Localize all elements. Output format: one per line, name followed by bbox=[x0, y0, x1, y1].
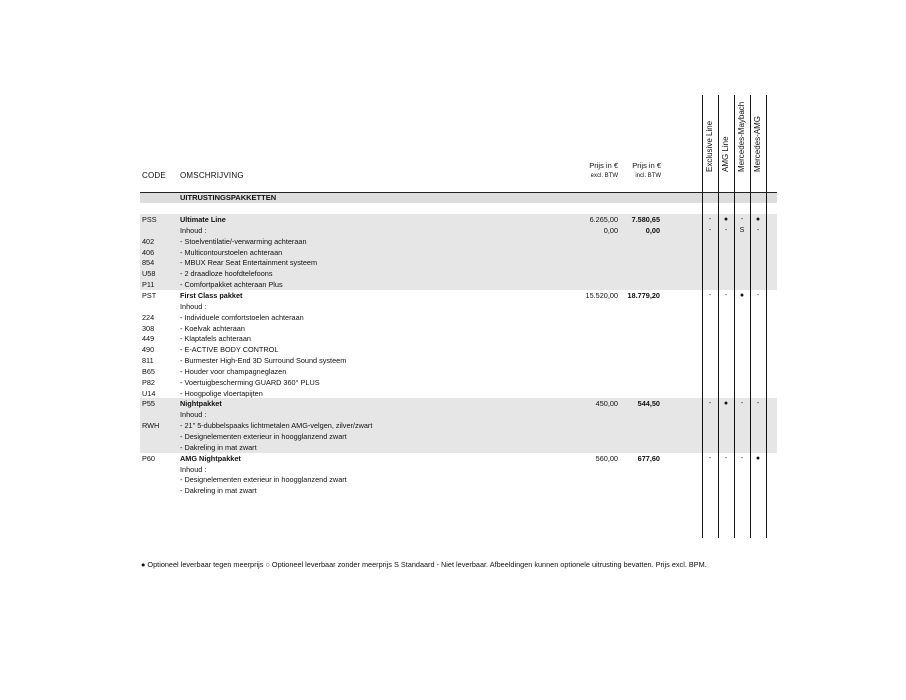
option-description: - Voertuigbescherming GUARD 360° PLUS bbox=[180, 377, 320, 387]
option-code: 224 bbox=[142, 312, 155, 322]
option-code: B65 bbox=[142, 366, 155, 376]
option-description: - Dakreling in mat zwart bbox=[180, 486, 257, 496]
option-description: - Dakreling in mat zwart bbox=[180, 442, 257, 452]
option-code: PST bbox=[142, 290, 157, 300]
table-row bbox=[140, 312, 777, 323]
column-divider bbox=[766, 95, 767, 538]
option-description: - Designelementen exterieur in hoogglanzend zwart bbox=[180, 475, 347, 485]
option-code: 406 bbox=[142, 247, 155, 257]
model-label-exclusive: Exclusive Line bbox=[705, 120, 714, 172]
code-header: CODE bbox=[142, 171, 166, 180]
availability-mark: - bbox=[708, 454, 712, 462]
price-incl: 677,60 bbox=[637, 453, 660, 463]
legend: ● Optioneel leverbaar tegen meerprijs ○ Optioneel leverbaar zonder meerprijs S Standaard - Niet leverbaar. Afbeeldingen kunnen optionele uitrusting bevatten. Prijs excl. BPM. bbox=[141, 560, 707, 569]
table-row bbox=[140, 290, 777, 301]
price-excl: 0,00 bbox=[603, 225, 618, 235]
option-description: Inhoud : bbox=[180, 225, 207, 235]
option-description: First Class pakket bbox=[180, 290, 243, 300]
availability-mark: - bbox=[756, 291, 760, 299]
price-excl-sub: excl. BTW bbox=[590, 173, 618, 179]
table-row bbox=[140, 409, 777, 420]
price-excl-header bbox=[575, 160, 618, 181]
option-description: Inhoud : bbox=[180, 301, 207, 311]
option-code: P11 bbox=[142, 280, 155, 290]
table-row bbox=[140, 377, 777, 388]
option-description: Ultimate Line bbox=[180, 215, 226, 224]
availability-mark: - bbox=[740, 454, 744, 462]
availability-mark: ● bbox=[739, 291, 745, 299]
option-description: - E-ACTIVE BODY CONTROL bbox=[180, 345, 279, 355]
price-excl: 450,00 bbox=[595, 399, 618, 409]
option-description: - Hoogpolige vloertapijten bbox=[180, 388, 263, 398]
option-code: P55 bbox=[142, 399, 155, 409]
table-row bbox=[140, 257, 777, 268]
option-code: 308 bbox=[142, 323, 155, 333]
column-divider bbox=[718, 95, 719, 538]
option-code: U14 bbox=[142, 388, 156, 398]
option-code: 402 bbox=[142, 236, 155, 246]
option-description: - Koelvak achteraan bbox=[180, 323, 245, 333]
price-incl-label: Prijs in € bbox=[632, 161, 661, 170]
price-incl: 7.580,65 bbox=[631, 215, 660, 224]
option-description: AMG Nightpakket bbox=[180, 453, 241, 463]
price-excl-label: Prijs in € bbox=[589, 161, 618, 170]
price-excl: 15.520,00 bbox=[585, 290, 618, 300]
description-header: OMSCHRIJVING bbox=[180, 171, 244, 180]
option-description: Inhoud : bbox=[180, 464, 207, 474]
model-label-maybach: Mercedes-Maybach bbox=[737, 101, 746, 172]
option-description: - Comfortpakket achteraan Plus bbox=[180, 280, 283, 290]
availability-mark: - bbox=[708, 400, 712, 408]
availability-mark: ● bbox=[755, 216, 761, 223]
option-description: Inhoud : bbox=[180, 410, 207, 420]
option-code: PSS bbox=[142, 215, 157, 224]
option-description: - Multicontourstoelen achteraan bbox=[180, 247, 283, 257]
availability-mark: - bbox=[756, 400, 760, 408]
option-description: - Burmester High-End 3D Surround Sound systeem bbox=[180, 356, 347, 366]
option-description: Nightpakket bbox=[180, 399, 222, 409]
availability-mark: ● bbox=[723, 216, 729, 223]
table-row bbox=[140, 333, 777, 344]
price-incl: 0,00 bbox=[645, 225, 660, 235]
table-row bbox=[140, 366, 777, 377]
column-divider bbox=[750, 95, 751, 538]
table-row bbox=[140, 474, 777, 485]
option-code: RWH bbox=[142, 421, 160, 431]
price-excl: 6.265,00 bbox=[589, 215, 618, 224]
section-header bbox=[140, 192, 777, 203]
table-row bbox=[140, 420, 777, 431]
model-col-maybach bbox=[734, 95, 750, 181]
option-code: 490 bbox=[142, 345, 155, 355]
option-description: - 21" 5-dubbelspaaks lichtmetalen AMG-velgen, zilver/zwart bbox=[180, 421, 373, 431]
section-title: UITRUSTINGSPAKKETTEN bbox=[180, 193, 277, 202]
availability-mark: ● bbox=[755, 454, 761, 462]
table-row bbox=[140, 388, 777, 399]
price-incl-header bbox=[618, 160, 661, 181]
availability-mark: - bbox=[708, 226, 712, 234]
model-col-amg-line bbox=[718, 95, 734, 181]
table-row bbox=[140, 398, 777, 409]
model-label-mercedes-amg: Mercedes-AMG bbox=[753, 115, 762, 172]
model-col-mercedes-amg bbox=[750, 95, 766, 181]
option-code: 811 bbox=[142, 356, 154, 366]
availability-mark: - bbox=[756, 226, 760, 234]
table-row bbox=[140, 279, 777, 290]
table-row bbox=[140, 485, 777, 496]
option-description: - Designelementen exterieur in hoogglanzend zwart bbox=[180, 432, 347, 441]
price-excl: 560,00 bbox=[595, 453, 618, 463]
table-row bbox=[140, 431, 777, 442]
availability-mark: - bbox=[724, 291, 728, 299]
column-divider bbox=[702, 95, 703, 538]
table-row bbox=[140, 453, 777, 464]
table-row bbox=[140, 442, 777, 453]
option-description: - Individuele comfortstoelen achteraan bbox=[180, 312, 304, 322]
availability-mark: - bbox=[724, 454, 728, 462]
table-row bbox=[140, 323, 777, 334]
table-row bbox=[140, 464, 777, 475]
table-row bbox=[140, 268, 777, 279]
availability-mark: ● bbox=[723, 400, 729, 408]
availability-mark: - bbox=[708, 216, 712, 223]
model-col-exclusive bbox=[702, 95, 718, 181]
option-code: 854 bbox=[142, 258, 155, 268]
table-row bbox=[140, 236, 777, 247]
table-row bbox=[140, 247, 777, 258]
table-row bbox=[140, 214, 777, 225]
option-description: - Klaptafels achteraan bbox=[180, 334, 251, 344]
table-row bbox=[140, 225, 777, 236]
availability-mark: - bbox=[708, 291, 712, 299]
price-incl: 18.779,20 bbox=[627, 290, 660, 300]
table-row bbox=[140, 355, 777, 366]
price-incl: 544,50 bbox=[637, 399, 660, 409]
option-description: - 2 draadloze hoofdtelefoons bbox=[180, 269, 273, 279]
price-incl-sub: incl. BTW bbox=[635, 173, 661, 179]
availability-mark: S bbox=[739, 226, 745, 234]
availability-mark: - bbox=[740, 400, 744, 408]
option-description: - Stoelventilatie/-verwarming achteraan bbox=[180, 236, 307, 246]
model-label-amg-line: AMG Line bbox=[721, 136, 730, 172]
option-code: P60 bbox=[142, 453, 155, 463]
option-code: 449 bbox=[142, 334, 155, 344]
option-code: P82 bbox=[142, 377, 155, 387]
column-divider bbox=[734, 95, 735, 538]
table-row bbox=[140, 301, 777, 312]
availability-mark: - bbox=[740, 216, 744, 223]
table-row bbox=[140, 344, 777, 355]
availability-mark: - bbox=[724, 226, 728, 234]
option-description: - Houder voor champagneglazen bbox=[180, 366, 287, 376]
option-code: U58 bbox=[142, 269, 156, 279]
option-description: - MBUX Rear Seat Entertainment systeem bbox=[180, 258, 318, 268]
